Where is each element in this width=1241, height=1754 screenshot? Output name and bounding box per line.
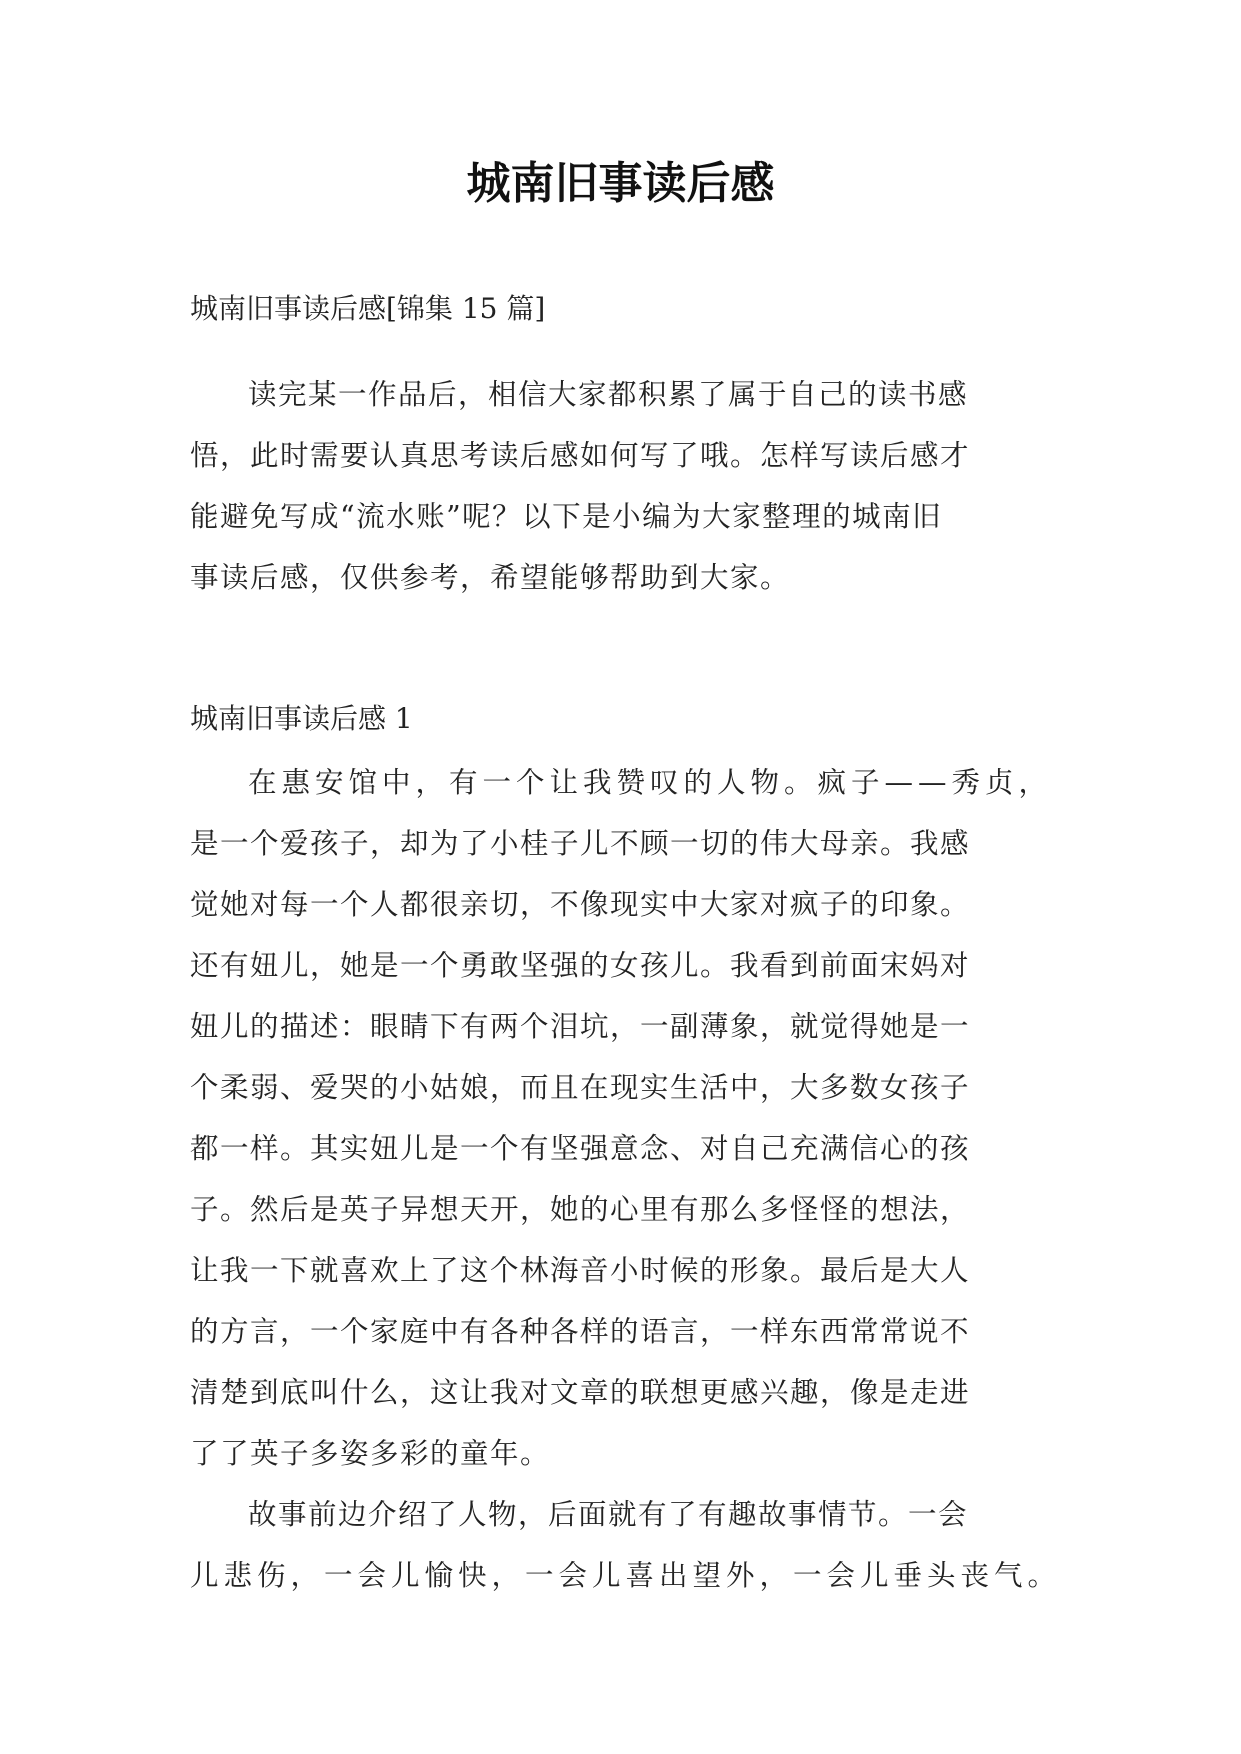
intro-paragraph [190, 364, 1050, 608]
paragraph-line: 在惠安馆中，有一个让我赞叹的人物。疯子——秀贞， [248, 766, 1053, 799]
paragraph-line: 都一样。其实妞儿是一个有坚强意念、对自己充满信心的孩 [190, 1132, 971, 1165]
section-paragraph-1 [190, 752, 1053, 1484]
paragraph-line: 是一个爱孩子，却为了小桂子儿不顾一切的伟大母亲。我感 [190, 827, 971, 860]
document-subtitle: 城南旧事读后感[锦集 15 篇] [190, 292, 546, 325]
paragraph-line: 儿悲伤，一会儿愉快，一会儿喜出望外，一会儿垂头丧气。 [190, 1559, 1062, 1592]
paragraph-line: 子。然后是英子异想天开，她的心里有那么多怪怪的想法， [190, 1193, 971, 1226]
paragraph-line: 了了英子多姿多彩的童年。 [190, 1437, 551, 1470]
paragraph-line: 妞儿的描述：眼睛下有两个泪坑，一副薄象，就觉得她是一 [190, 1010, 971, 1043]
paragraph-line: 觉她对每一个人都很亲切，不像现实中大家对疯子的印象。 [190, 888, 971, 921]
paragraph-line: 个柔弱、爱哭的小姑娘，而且在现实生活中，大多数女孩子 [190, 1071, 971, 1104]
paragraph-line: 的方言，一个家庭中有各种各样的语言，一样东西常常说不 [190, 1315, 971, 1348]
intro-line: 悟，此时需要认真思考读后感如何写了哦。怎样写读后感才 [190, 439, 971, 472]
intro-line: 读完某一作品后，相信大家都积累了属于自己的读书感 [248, 378, 969, 411]
paragraph-line: 让我一下就喜欢上了这个林海音小时候的形象。最后是大人 [190, 1254, 971, 1287]
paragraph-line: 故事前边介绍了人物，后面就有了有趣故事情节。一会 [248, 1498, 969, 1531]
section-paragraph-2 [190, 1484, 1062, 1606]
document-title: 城南旧事读后感 [466, 158, 775, 209]
intro-line: 能避免写成“流水账”呢？以下是小编为大家整理的城南旧 [190, 500, 943, 533]
paragraph-line: 还有妞儿，她是一个勇敢坚强的女孩儿。我看到前面宋妈对 [190, 949, 971, 982]
intro-line: 事读后感，仅供参考，希望能够帮助到大家。 [190, 561, 791, 594]
paragraph-line: 清楚到底叫什么，这让我对文章的联想更感兴趣，像是走进 [190, 1376, 971, 1409]
section-heading: 城南旧事读后感 1 [190, 702, 413, 735]
